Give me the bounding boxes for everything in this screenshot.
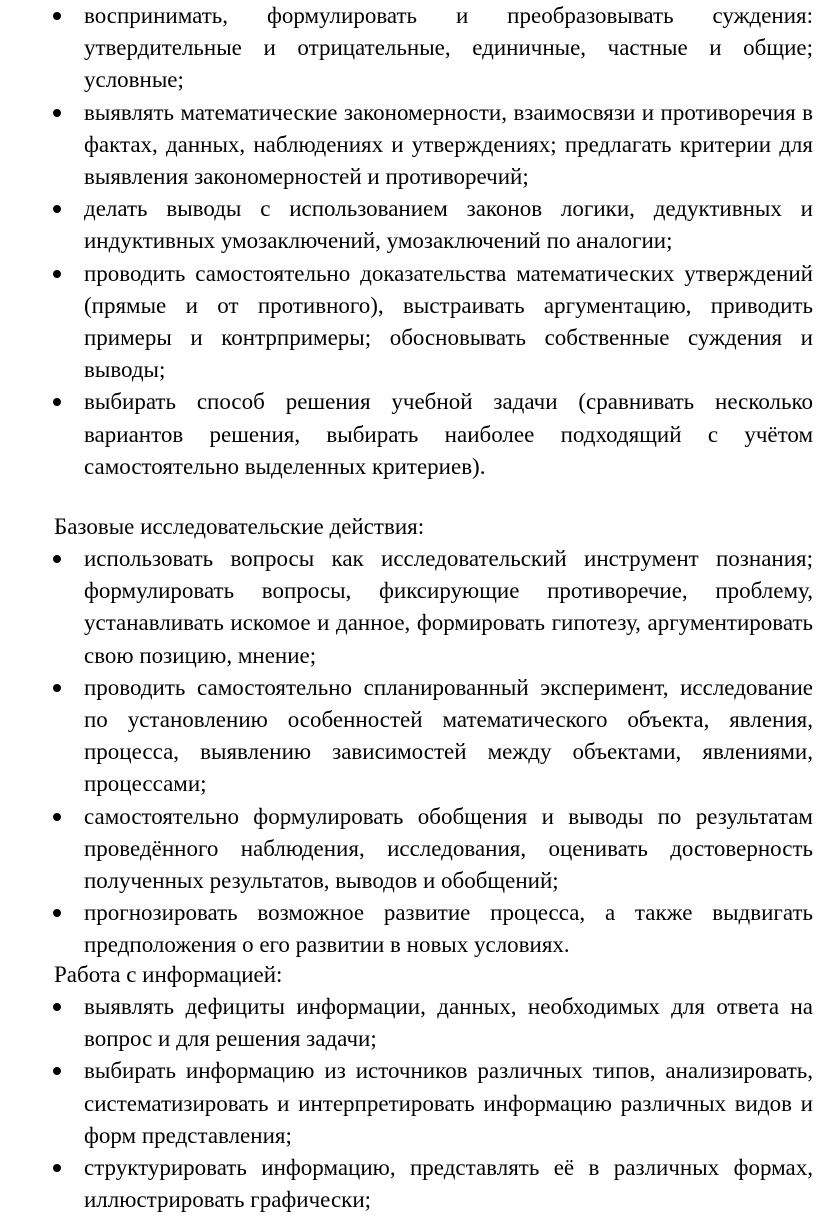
list-item-text: выбирать способ решения учебной задачи (сравнивать несколько вариантов решения, выбирать наиболее подходящий с учётом самостоятельно выделенных критериев). — [84, 389, 813, 479]
list-item — [0, 0, 816, 97]
information-work-list — [0, 991, 816, 1216]
logic-actions-section — [0, 0, 816, 483]
list-item-text: проводить самостоятельно доказательства математических утверждений (прямые и от противного), выстраивать аргументацию, приводить примеры и контрпримеры; обосновывать собственные суждения и выводы; — [84, 260, 813, 383]
list-item-text: прогнозировать возможное развитие процесса, а также выдвигать предположения о его развитии в новых условиях. — [84, 900, 813, 958]
bullet-icon — [53, 1164, 61, 1172]
list-item-text: проводить самостоятельно спланированный эксперимент, исследование по установлению особенностей математического объекта, явления, процесса, выявлению зависимостей между объектами, явлениями, процессами; — [84, 674, 813, 797]
bullet-icon — [53, 205, 61, 213]
logic-actions-list — [0, 0, 816, 483]
list-item-text: воспринимать, формулировать и преобразовывать суждения: утвердительные и отрицательные, единичные, частные и общие; условные; — [84, 3, 813, 93]
bullet-icon — [53, 109, 61, 117]
bullet-icon — [53, 684, 61, 692]
list-item — [0, 97, 816, 194]
bullet-icon — [53, 1067, 61, 1075]
bullet-icon — [53, 270, 61, 278]
list-item-text: использовать вопросы как исследовательский инструмент познания; формулировать вопросы, фиксирующие противоречие, проблему, устанавливать искомое и данное, формировать гипотезу, аргументировать свою позицию, мнение; — [84, 546, 813, 668]
list-item-text: выбирать информацию из источников различных типов, анализировать, систематизировать и интерпретировать информацию различных видов и форм представления; — [84, 1058, 813, 1148]
list-item — [0, 386, 816, 483]
list-item — [0, 672, 816, 801]
list-item — [0, 258, 816, 387]
information-work-section — [0, 991, 816, 1216]
research-actions-heading: Базовые исследовательские действия: — [54, 514, 425, 539]
bullet-icon — [53, 555, 61, 563]
list-item-text: выявлять математические закономерности, взаимосвязи и противоречия в фактах, данных, наблюдениях и утверждениях; предлагать критерии для выявления закономерностей и противоречий; — [84, 99, 813, 190]
list-item — [0, 193, 816, 257]
research-actions-section — [0, 543, 816, 962]
list-item-text: структурировать информацию, представлять её в различных формах, иллюстрировать графически; — [84, 1155, 813, 1213]
list-item — [0, 1152, 816, 1216]
list-item — [0, 1055, 816, 1152]
list-item — [0, 801, 816, 898]
bullet-icon — [53, 909, 61, 917]
list-item-text: выявлять дефициты информации, данных, необходимых для ответа на вопрос и для решения задачи; — [84, 994, 813, 1052]
list-item — [0, 991, 816, 1055]
information-work-heading: Работа с информацией: — [54, 962, 283, 987]
bullet-icon — [53, 1003, 61, 1011]
list-item-text: делать выводы с использованием законов логики, дедуктивных и индуктивных умозаключений, умозаключений по аналогии; — [84, 196, 813, 254]
list-item-text: самостоятельно формулировать обобщения и выводы по результатам проведённого наблюдения, исследования, оценивать достоверность полученных результатов, выводов и обобщений; — [84, 803, 813, 894]
bullet-icon — [53, 12, 61, 20]
list-item — [0, 543, 816, 672]
bullet-icon — [53, 813, 61, 821]
list-item — [0, 897, 816, 961]
research-actions-list — [0, 543, 816, 962]
bullet-icon — [53, 398, 61, 406]
